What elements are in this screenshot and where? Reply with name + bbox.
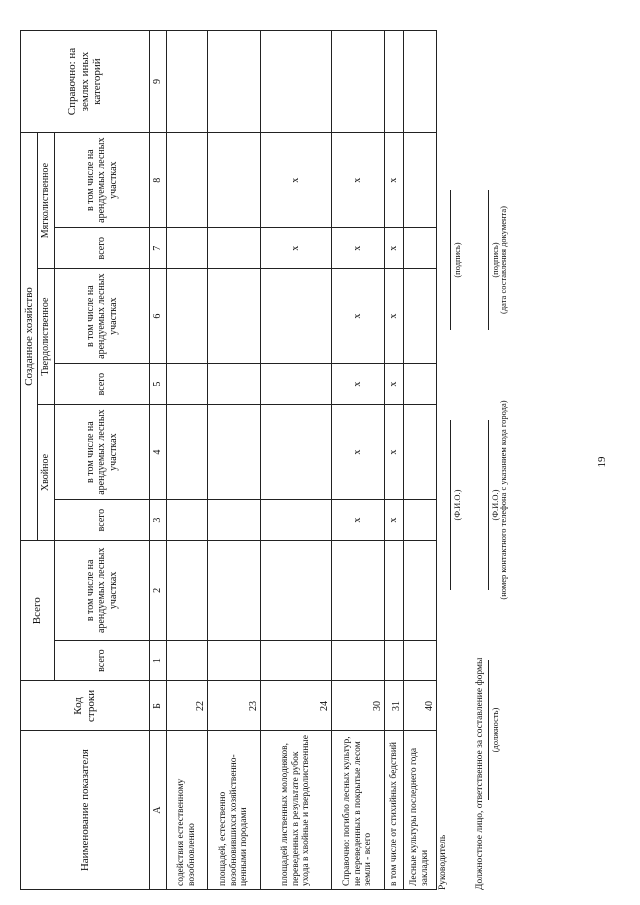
index-cell: 8 (150, 133, 167, 228)
row-cell (404, 500, 437, 541)
row-cell: x (385, 364, 404, 405)
header-hardleaf: Твердолиственное (38, 269, 55, 405)
row-cell (208, 540, 261, 640)
header-col-4: в том числе на арендуемых лесных участках (55, 405, 150, 500)
responsible-label: Должностное лицо, ответственное за составление формы (475, 657, 485, 890)
index-cell: 4 (150, 405, 167, 500)
index-cell: 3 (150, 500, 167, 541)
row-cell (404, 640, 437, 681)
row-cell (404, 31, 437, 133)
header-reference: Справочно: на землях иных категорий (21, 31, 150, 133)
header-name: Наименование показателя (21, 731, 150, 890)
resp-signature-caption: (подпись) (490, 242, 500, 278)
index-cell: 1 (150, 640, 167, 681)
index-cell: Б (150, 681, 167, 731)
row-cell: x (385, 269, 404, 364)
header-col-7: всего (55, 228, 150, 269)
forest-regeneration-table (20, 30, 437, 890)
row-cell (385, 31, 404, 133)
row-cell (332, 31, 385, 133)
row-cell (261, 31, 332, 133)
position-caption: (должность) (490, 707, 500, 753)
row-cell: x (385, 228, 404, 269)
row-cell: x (332, 364, 385, 405)
resp-fio-caption: (Ф.И.О.) (490, 489, 500, 521)
row-cell: x (332, 269, 385, 364)
phone-caption: (номер контактного телефона с указанием кода города) (498, 400, 508, 600)
row-cell (404, 269, 437, 364)
row-cell (261, 364, 332, 405)
index-cell: 5 (150, 364, 167, 405)
row-cell: x (332, 405, 385, 500)
row-cell (208, 31, 261, 133)
row-cell (261, 500, 332, 541)
row-code: 31 (385, 681, 404, 731)
row-cell (404, 364, 437, 405)
table-row (261, 31, 332, 890)
date-caption: (дата составления документа) (498, 206, 508, 314)
row-cell (208, 640, 261, 681)
head-fio-caption: (Ф.И.О.) (452, 489, 462, 521)
head-label: Руководитель (438, 834, 448, 890)
header-col-3: всего (55, 500, 150, 541)
row-name: площадей лиственных молодняков, переведенных в результате рубок ухода в хвойные и твердолиственные (261, 731, 332, 890)
row-cell (261, 540, 332, 640)
row-cell: x (385, 133, 404, 228)
position-line (488, 660, 489, 800)
head-signature-caption: (подпись) (452, 242, 462, 278)
row-cell (208, 500, 261, 541)
page-number: 19 (596, 456, 608, 468)
row-name: содействия естественному возобновлению (167, 731, 208, 890)
header-col-2: в том числе на арендуемых лесных участках (55, 540, 150, 640)
index-cell: 2 (150, 540, 167, 640)
row-name: в том числе от стихийных бедствий (385, 731, 404, 890)
row-cell (385, 540, 404, 640)
resp-signature-line (488, 190, 489, 330)
row-cell (167, 405, 208, 500)
index-cell: 6 (150, 269, 167, 364)
row-name: Справочно: погибло лесных культур, не переведенных в покрытые лесом земли - всего (332, 731, 385, 890)
row-cell (261, 640, 332, 681)
table-row (332, 31, 385, 890)
row-cell (385, 640, 404, 681)
header-softleaf: Мягколиственное (38, 133, 55, 269)
row-name: площадей, естественно возобновившихся хозяйственно-ценными породами (208, 731, 261, 890)
row-cell (332, 640, 385, 681)
row-cell (167, 640, 208, 681)
rotated-form-sheet (20, 20, 520, 890)
row-cell: x (261, 228, 332, 269)
row-cell (167, 228, 208, 269)
row-cell (167, 133, 208, 228)
row-code: 22 (167, 681, 208, 731)
index-row (150, 31, 167, 890)
header-col-1: всего (55, 640, 150, 681)
header-code: Код строки (21, 681, 150, 731)
row-cell (404, 540, 437, 640)
row-cell (261, 405, 332, 500)
resp-fio-line (488, 420, 489, 590)
table-row (404, 31, 437, 890)
header-conifer: Хвойное (38, 405, 55, 541)
row-name: Лесные культуры последнего года закладки (404, 731, 437, 890)
row-cell (167, 500, 208, 541)
row-cell: x (385, 405, 404, 500)
row-cell (208, 228, 261, 269)
index-cell: А (150, 731, 167, 890)
row-cell (167, 269, 208, 364)
head-fio-line (450, 420, 451, 590)
row-cell: x (385, 500, 404, 541)
row-cell (332, 540, 385, 640)
header-total-group: Всего (21, 540, 55, 681)
row-code: 23 (208, 681, 261, 731)
row-cell: x (332, 228, 385, 269)
row-cell: x (332, 500, 385, 541)
header-col-6: в том числе на арендуемых лесных участках (55, 269, 150, 364)
row-cell (261, 269, 332, 364)
row-code: 30 (332, 681, 385, 731)
row-cell (208, 269, 261, 364)
row-cell (404, 133, 437, 228)
row-code: 40 (404, 681, 437, 731)
table-row (167, 31, 208, 890)
table-row (385, 31, 404, 890)
head-signature-line (450, 190, 451, 330)
row-cell (208, 364, 261, 405)
index-cell: 7 (150, 228, 167, 269)
table-row (208, 31, 261, 890)
row-cell (167, 364, 208, 405)
row-cell (208, 405, 261, 500)
index-cell: 9 (150, 31, 167, 133)
row-cell (404, 405, 437, 500)
row-cell (208, 133, 261, 228)
row-cell: x (332, 133, 385, 228)
row-cell (404, 228, 437, 269)
row-cell: x (261, 133, 332, 228)
header-col-5: всего (55, 364, 150, 405)
row-code: 24 (261, 681, 332, 731)
header-created-group: Созданное хозяйство (21, 133, 38, 541)
row-cell (167, 540, 208, 640)
row-cell (167, 31, 208, 133)
header-col-8: в том числе на арендуемых лесных участках (55, 133, 150, 228)
